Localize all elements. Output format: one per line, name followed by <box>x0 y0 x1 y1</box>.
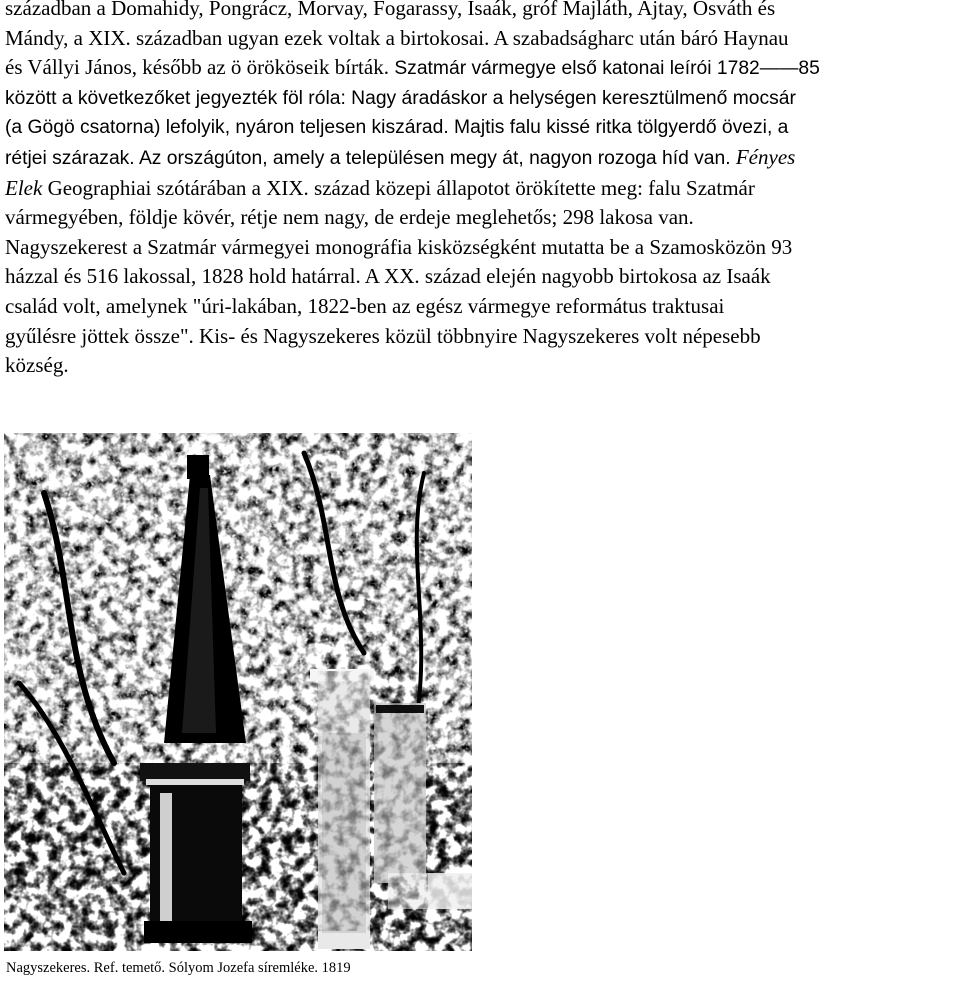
body-paragraph <box>5 0 957 381</box>
text-line-3-sans: Szatmár vármegye első katonai leírói 1782——85 <box>388 58 820 80</box>
text-line-4: között a következőket jegyezték föl róla: Nagy áradáskor a helységen keresztülmenő mocsár <box>5 87 796 109</box>
text-line-1: században a Domahidy, Pongrácz, Morvay, Fogarassy, Isaák, gróf Majláth, Ajtay, Osváth és <box>5 0 776 20</box>
text-line-9: Nagyszekerest a Szatmár vármegyei monográfia kisközségként mutatta be a Szamosközön 93 <box>5 234 793 259</box>
cemetery-photo <box>4 433 472 951</box>
text-line-5: (a Gögö csatorna) lefolyik, nyáron teljesen kiszárad. Majtis falu kissé ritka tölgyerdő övezi, a <box>5 117 789 139</box>
author-name-fenyes: Fényes <box>730 144 796 169</box>
text-line-7-rest: Geographiai szótárában a XIX. század közepi állapotot örökítette meg: falu Szatmár <box>42 175 755 200</box>
text-line-12: gyűlésre jöttek össze". Kis- és Nagyszekeres közül többnyire Nagyszekeres volt népesebb <box>5 323 761 348</box>
text-line-6-sans: rétjei szárazak. Az országúton, amely a településen megy át, nagyon rozoga híd van. <box>5 147 731 169</box>
text-line-3 <box>5 53 957 84</box>
text-line-11: család volt, amelynek "úri-lakában, 1822-ben az egész vármegye református traktusai <box>5 293 725 318</box>
text-line-8: vármegyében, földje kövér, rétje nem nagy, de erdeje meglehetős; 298 lakosa van. <box>5 205 694 230</box>
text-line-6 <box>5 143 957 174</box>
text-line-3-serif: és Vállyi János, később az ö örököseik bírták. <box>5 55 389 80</box>
photo-caption: Nagyszekeres. Ref. temető. Sólyom Jozefa síremléke. 1819 <box>6 960 351 976</box>
author-name-elek: Elek <box>5 175 43 200</box>
text-line-13: község. <box>5 353 69 378</box>
text-line-2: Mándy, a XIX. században ugyan ezek voltak a birtokosai. A szabadságharc után báró Haynau <box>5 25 789 50</box>
text-line-10: házzal és 516 lakossal, 1828 hold határral. A XX. század elején nagyobb birtokosa az Isaák <box>5 264 771 289</box>
text-line-7 <box>5 174 957 204</box>
